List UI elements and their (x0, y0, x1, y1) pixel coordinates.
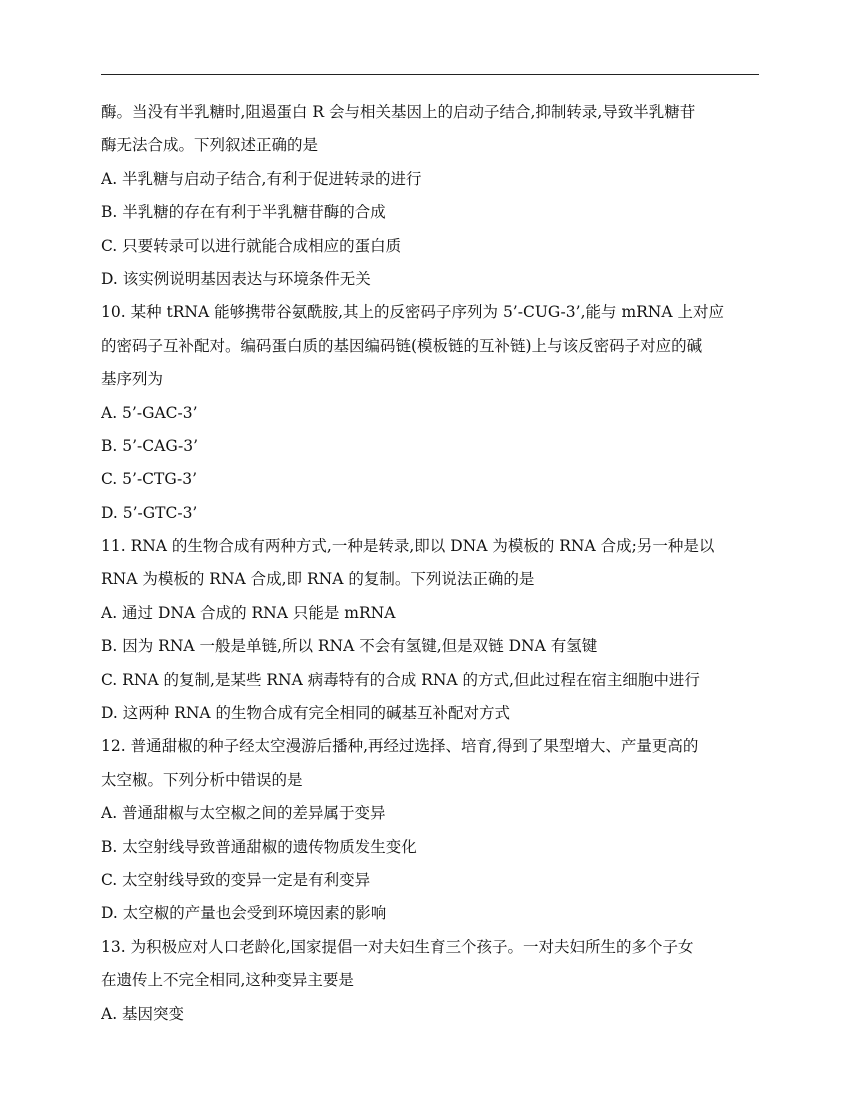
option-line: C. 5’-CTG-3’ (101, 470, 198, 489)
option-line: C. 太空射线导致的变异一定是有利变异 (101, 870, 371, 889)
option-line: D. 这两种 RNA 的生物合成有完全相同的碱基互补配对方式 (101, 704, 511, 723)
question-line: 太空椒。下列分析中错误的是 (101, 770, 303, 789)
option-line: A. 通过 DNA 合成的 RNA 只能是 mRNA (101, 603, 396, 622)
option-line: C. RNA 的复制,是某些 RNA 病毒特有的合成 RNA 的方式,但此过程在宿主细胞中进行 (101, 670, 700, 689)
option-line: B. 5’-CAG-3’ (101, 436, 199, 455)
option-line: B. 因为 RNA 一般是单链,所以 RNA 不会有氢键,但是双链 DNA 有氢键 (101, 637, 598, 656)
question-line: 在遗传上不完全相同,这种变异主要是 (101, 971, 354, 990)
option-line: A. 5’-GAC-3’ (101, 403, 198, 422)
option-line: A. 半乳糖与启动子结合,有利于促进转录的进行 (101, 169, 422, 188)
option-line: D. 5’-GTC-3’ (101, 503, 198, 522)
document-body (101, 96, 761, 1031)
question-line: RNA 为模板的 RNA 合成,即 RNA 的复制。下列说法正确的是 (101, 570, 535, 589)
question-line: 的密码子互补配对。编码蛋白质的基因编码链(模板链的互补链)上与该反密码子对应的碱 (101, 336, 703, 355)
question-line: 12. 普通甜椒的种子经太空漫游后播种,再经过选择、培育,得到了果型增大、产量更高的 (101, 737, 699, 756)
option-line: D. 太空椒的产量也会受到环境因素的影响 (101, 904, 387, 923)
option-line: B. 太空射线导致普通甜椒的遗传物质发生变化 (101, 837, 417, 856)
question-line: 10. 某种 tRNA 能够携带谷氨酰胺,其上的反密码子序列为 5’-CUG-3’,能与 mRNA 上对应 (101, 303, 724, 322)
question-line: 13. 为积极应对人口老龄化,国家提倡一对夫妇生育三个孩子。一对夫妇所生的多个子女 (101, 937, 694, 956)
option-line: D. 该实例说明基因表达与环境条件无关 (101, 269, 371, 288)
text-line: 酶无法合成。下列叙述正确的是 (101, 136, 319, 155)
option-line: A. 普通甜椒与太空椒之间的差异属于变异 (101, 804, 386, 823)
option-line: C. 只要转录可以进行就能合成相应的蛋白质 (101, 236, 402, 255)
question-line: 11. RNA 的生物合成有两种方式,一种是转录,即以 DNA 为模板的 RNA 合成;另一种是以 (101, 537, 715, 556)
option-line: A. 基因突变 (101, 1004, 185, 1023)
option-line: B. 半乳糖的存在有利于半乳糖苷酶的合成 (101, 203, 386, 222)
header-rule (101, 74, 759, 75)
text-line: 酶。当没有半乳糖时,阻遏蛋白 R 会与相关基因上的启动子结合,抑制转录,导致半乳糖苷 (101, 103, 696, 121)
question-line: 基序列为 (101, 370, 164, 389)
